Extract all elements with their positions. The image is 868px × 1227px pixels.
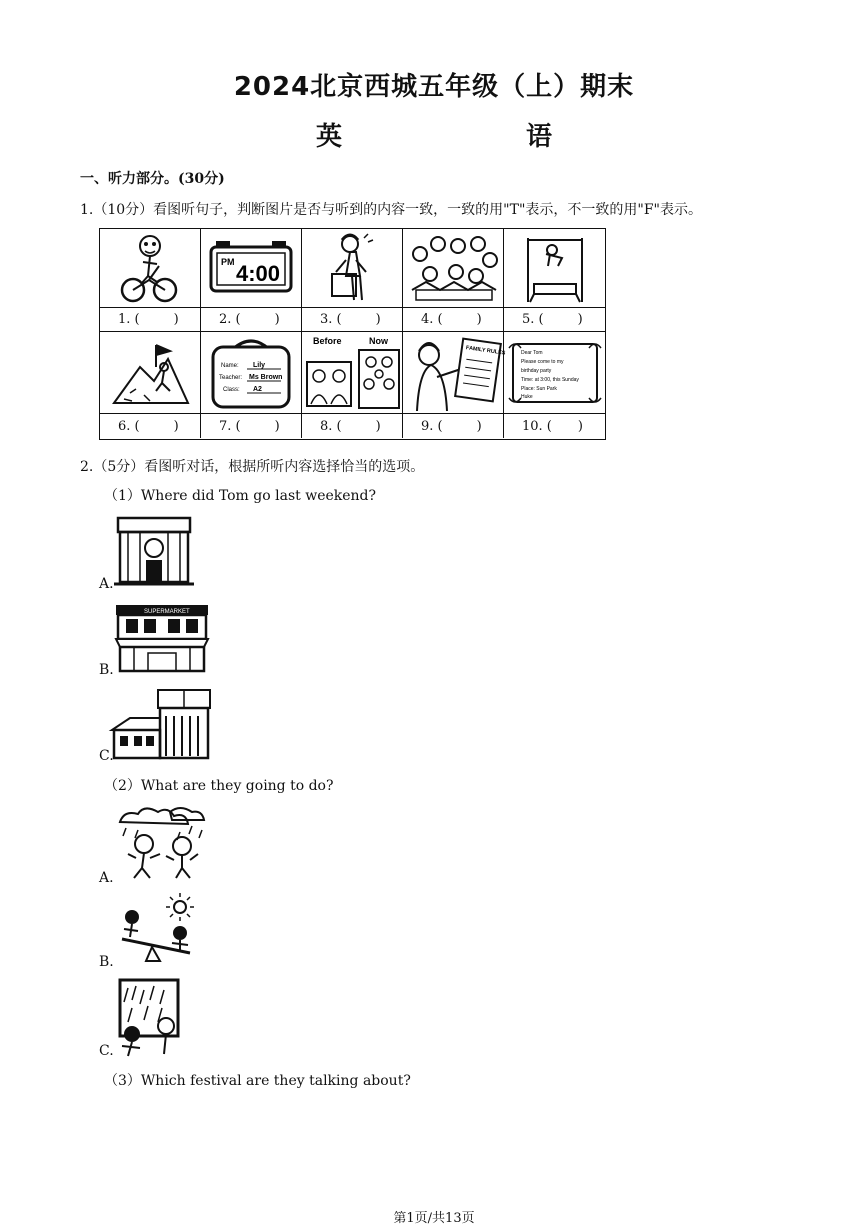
svg-text:Place: Sun Park: Place: Sun Park [520,385,557,392]
section-heading-listening: 一、听力部分。(30分) [80,171,225,187]
label-before: Before [313,335,342,346]
option-1c-label[interactable]: C. [99,748,114,764]
option-1a-label[interactable]: A. [99,576,114,592]
answer-slot-4[interactable]: 4. ( ) [403,308,504,332]
family-rules-title: FAMILY RULES [465,344,506,357]
answer-slot-6[interactable]: 6. ( ) [100,414,201,438]
option-2c-picture-window-rain [114,978,184,1058]
question-2-sub3: （3）Which festival are they talking about? [104,1073,411,1089]
svg-text:Name:: Name: [221,362,239,369]
option-2b-picture-seesaw-sunny [114,895,198,967]
picture-gymnast-rings [504,229,605,308]
picture-group-of-kids [403,229,504,308]
answer-slot-9[interactable]: 9. ( ) [403,414,504,438]
bag-class: A2 [253,385,262,393]
svg-text:Time: at 3:00, this Sunday: Time: at 3:00, this Sunday [520,376,579,383]
option-1b-label[interactable]: B. [99,662,114,678]
option-2a-picture-rainy-kids [114,806,210,882]
option-2c-label[interactable]: C. [99,1043,114,1059]
svg-text:Teacher:: Teacher: [219,374,243,381]
answer-slot-8[interactable]: 8. ( ) [302,414,403,438]
option-2a-label[interactable]: A. [99,870,114,886]
clock-time: 4:00 [236,261,281,286]
svg-text:birthday party: birthday party [520,367,551,374]
picture-school-bag [201,332,302,414]
answer-slot-5[interactable]: 5. ( ) [504,308,605,332]
question-1-text: 1.（10分）看图听句子，判断图片是否与听到的内容一致，一致的用"T"表示，不一致的用"F"表示。 [80,202,702,218]
question-1-picture-grid [99,228,606,440]
answer-slot-3[interactable]: 3. ( ) [302,308,403,332]
supermarket-sign: SUPERMARKET [144,609,190,615]
bag-name: Lily [253,361,266,369]
svg-text:Please come to my: Please come to my [520,358,564,365]
clock-am-pm: PM [221,257,235,267]
option-2b-label[interactable]: B. [99,954,114,970]
option-1b-picture-supermarket [114,603,210,673]
option-1a-picture-building [114,514,194,586]
picture-invitation-card [504,332,605,414]
picture-family-rules [403,332,504,414]
question-2-text: 2.（5分）看图听对话，根据所听内容选择恰当的选项。 [80,459,425,475]
label-now: Now [369,335,388,346]
answer-slot-2[interactable]: 2. ( ) [201,308,302,332]
question-2-sub1: （1）Where did Tom go last weekend? [104,488,377,504]
document-title: 2024北京西城五年级（上）期末 [233,72,635,102]
bag-teacher: Ms Brown [249,373,283,381]
page-number: 第1页/共13页 [393,1211,475,1226]
question-2-sub2: （2）What are they going to do? [104,778,334,794]
picture-mountain-climber [100,332,201,414]
picture-alarm-clock [201,229,302,308]
picture-before-now [302,332,403,414]
picture-girl-sick [302,229,403,308]
answer-slot-7[interactable]: 7. ( ) [201,414,302,438]
subject-title: 英 语 [315,122,596,152]
answer-slot-10[interactable]: 10. ( ) [522,418,583,434]
answer-slot-1[interactable]: 1. ( ) [100,308,201,332]
svg-text:Dear Tom: Dear Tom [520,349,543,356]
option-1c-picture-library [110,688,214,760]
picture-monkey-bike [100,229,201,308]
svg-text:Class:: Class: [223,386,240,393]
svg-text:Huke: Huke [520,393,533,400]
